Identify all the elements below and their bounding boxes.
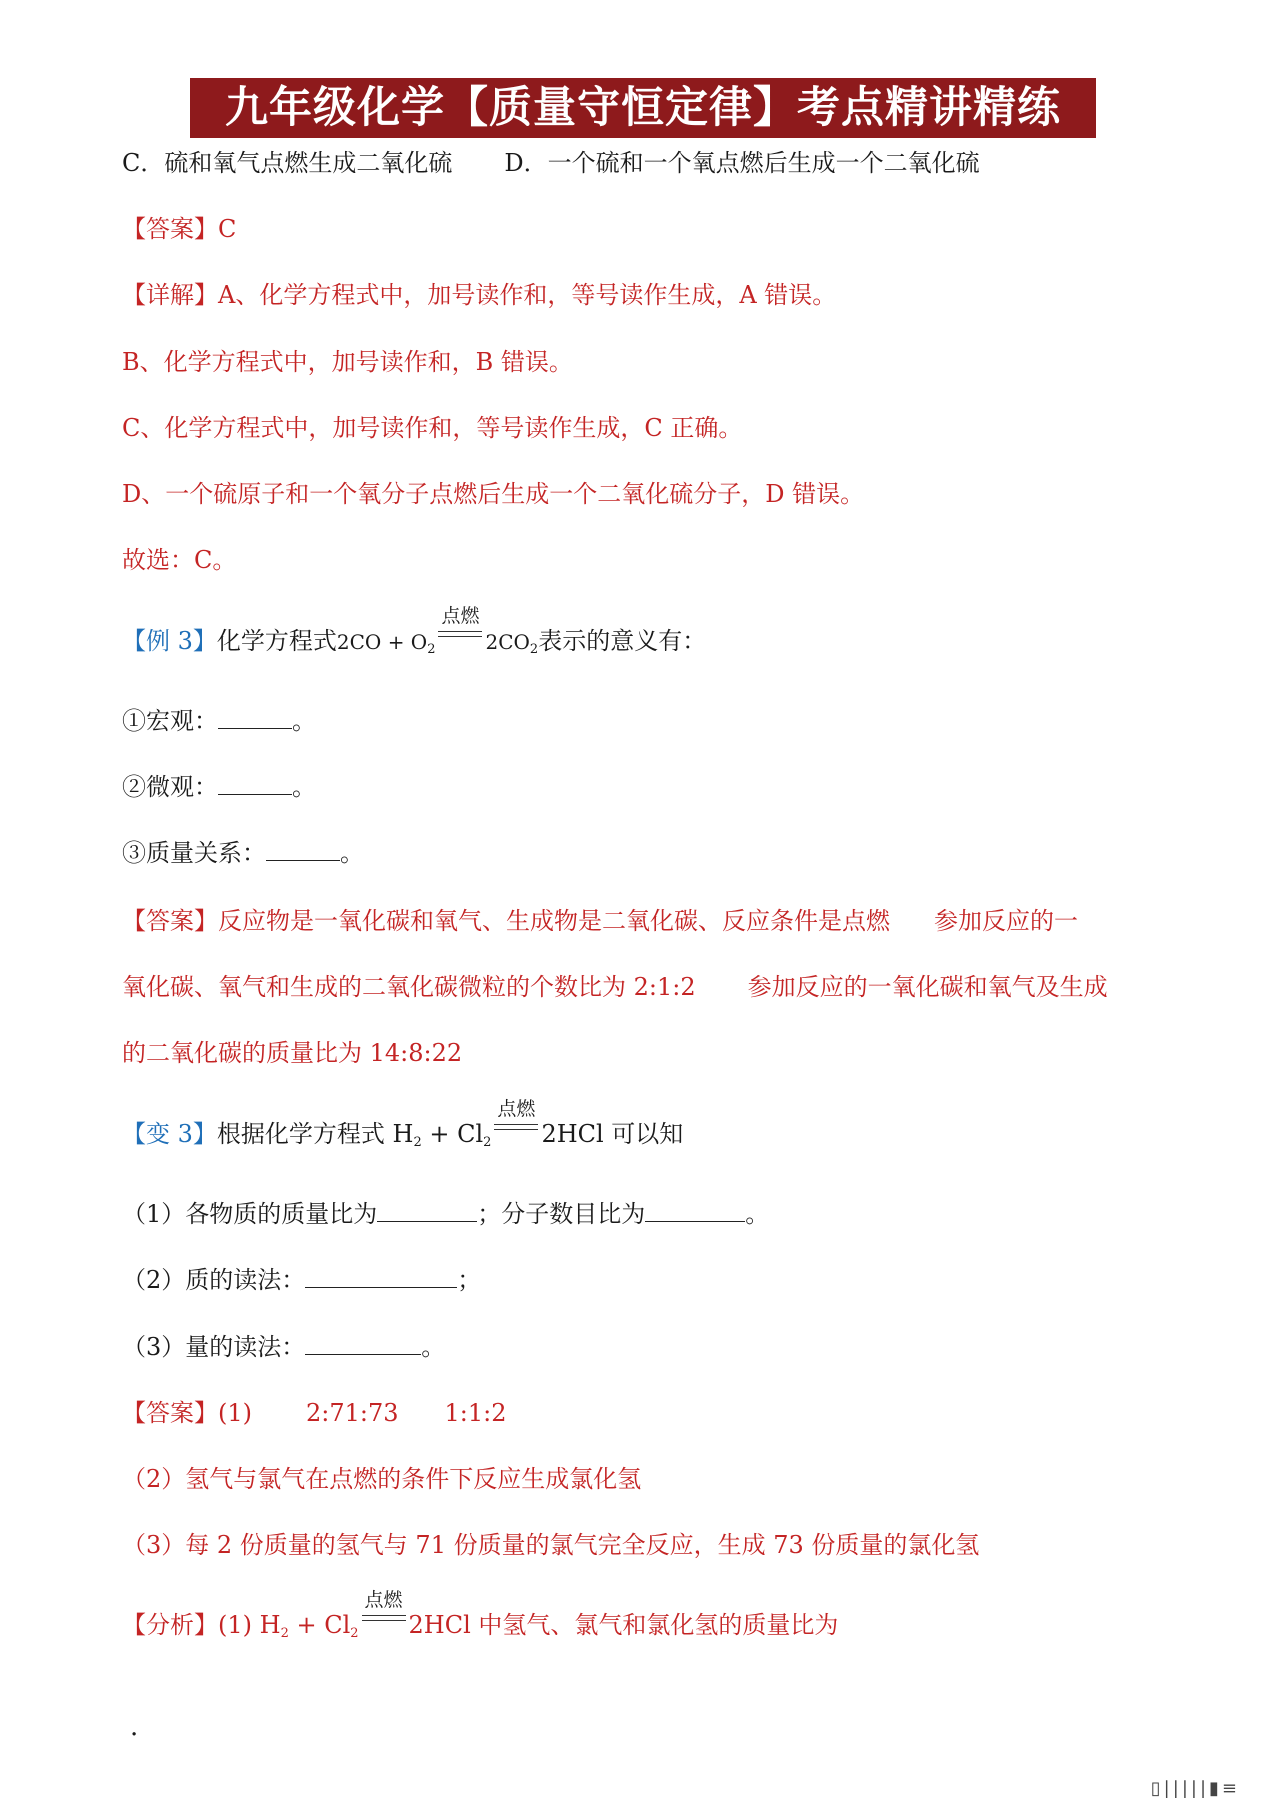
q2-detail-line: D、一个硫原子和一个氧分子点燃后生成一个二氧化硫分子，D 错误。 [122,480,865,508]
q2-detail-line: 【详解】A、化学方程式中，加号读作和，等号读作生成，A 错误。 [122,281,837,309]
answer-mass-ratio: 2:71:73 [306,1399,399,1427]
page-title-banner: 九年级化学【质量守恒定律】考点精讲精练 [190,78,1096,138]
q2-end: ； [457,1266,482,1294]
q3-label: （3）量的读法： [122,1333,306,1361]
option-d: D．一个硫和一个氧点燃后生成一个二氧化硫 [504,149,980,177]
q3-end: 。 [421,1333,446,1361]
answer-blank[interactable] [377,1199,477,1222]
eq-sub: 2 [529,642,539,657]
q1-label-b: ；分子数目比为 [477,1200,646,1228]
answer-blank[interactable] [218,706,292,729]
example3-equation [336,605,539,667]
q2-label: （2）质的读法： [122,1266,306,1294]
q2-detail-line: C、化学方程式中，加号读作和，等号读作生成，C 正确。 [122,414,743,442]
eq-condition: 点燃 [441,605,480,627]
variant3-answer-1 [122,1396,507,1430]
eq-sub: 2 [483,1135,492,1150]
eq-sub: 2 [427,642,436,657]
item-label: ②微观： [122,773,218,801]
q1-label: （1）各物质的质量比为 [122,1200,378,1228]
variant3-product: 2HCl 可以知 [541,1120,684,1148]
eq-condition: 点燃 [364,1589,403,1611]
variant3-answer-2: （2）氢气与氯气在点燃的条件下反应生成氯化氢 [122,1465,642,1493]
variant3-analysis [122,1589,839,1651]
example3-suffix: 表示的意义有： [538,627,707,655]
example3-question [122,605,707,667]
example3-item: ②微观： 。 [122,773,316,801]
example3-prefix: 化学方程式 [216,627,337,655]
variant3-prefix: 根据化学方程式 H [216,1120,414,1148]
q2-detail-line: B、化学方程式中，加号读作和，B 错误。 [122,348,573,376]
answer-blank[interactable] [218,772,292,795]
answer-blank[interactable] [305,1332,421,1355]
answer-label: 【答案】(1) [122,1399,252,1427]
eq-sub: 2 [350,1626,359,1641]
answer-text: 【答案】反应物是一氧化碳和氧气、生成物是二氧化碳、反应条件是点燃 [122,907,890,935]
variant3-q2 [122,1263,481,1297]
variant3-tag: 【变 3】 [122,1120,217,1148]
example3-tag: 【例 3】 [122,627,217,655]
answer-text: 参加反应的一氧化碳和氧气及生成 [747,973,1108,1001]
answer-blank[interactable] [645,1199,745,1222]
example3-item: ③质量关系： 。 [122,839,364,867]
eq-reactant-cl: + Cl [421,1120,484,1148]
eq-reactants: 2CO + O [336,630,428,654]
eq-sub: 2 [280,1626,289,1641]
eq-reactant-cl: + Cl [288,1611,351,1639]
answer-text: 参加反应的一 [934,907,1078,935]
page-dot: · [130,1720,139,1750]
watermark-icons: ▯|||||▮≡ [1150,1778,1240,1799]
analysis-tail: 2HCl 中氢气、氯气和氯化氢的质量比为 [408,1611,839,1639]
answer-blank[interactable] [266,838,340,861]
eq-product: 2CO [485,630,530,654]
variant3-answer-3: （3）每 2 份质量的氢气与 71 份质量的氯气完全反应，生成 73 份质量的氯化氢 [122,1531,980,1559]
eq-arrow [494,1098,538,1142]
q2-detail-line: 故选：C。 [122,546,237,574]
example3-answer-line [122,904,1078,938]
example3-answer-line [122,970,1108,1004]
eq-condition: 点燃 [497,1098,536,1120]
variant3-q3 [122,1330,445,1364]
analysis-label: 【分析】(1) H [122,1611,281,1639]
q2-answer: 【答案】C [122,215,237,243]
option-c: C．硫和氧气点燃生成二氧化硫 [122,149,453,177]
variant3-q1 [122,1197,769,1231]
q1-end: 。 [745,1200,770,1228]
answer-count-ratio: 1:1:2 [444,1399,507,1427]
eq-arrow [362,1589,406,1633]
example3-answer-line: 的二氧化碳的质量比为 14:8:22 [122,1039,463,1067]
answer-text: 氧化碳、氧气和生成的二氧化碳微粒的个数比为 2:1:2 [122,973,696,1001]
variant3-question [122,1098,684,1160]
eq-sub: 2 [413,1135,422,1150]
answer-blank[interactable] [305,1265,457,1288]
options-row [122,146,980,180]
item-label: ③质量关系： [122,839,266,867]
eq-arrow [438,605,482,649]
example3-item: ①宏观： 。 [122,707,316,735]
item-label: ①宏观： [122,707,218,735]
